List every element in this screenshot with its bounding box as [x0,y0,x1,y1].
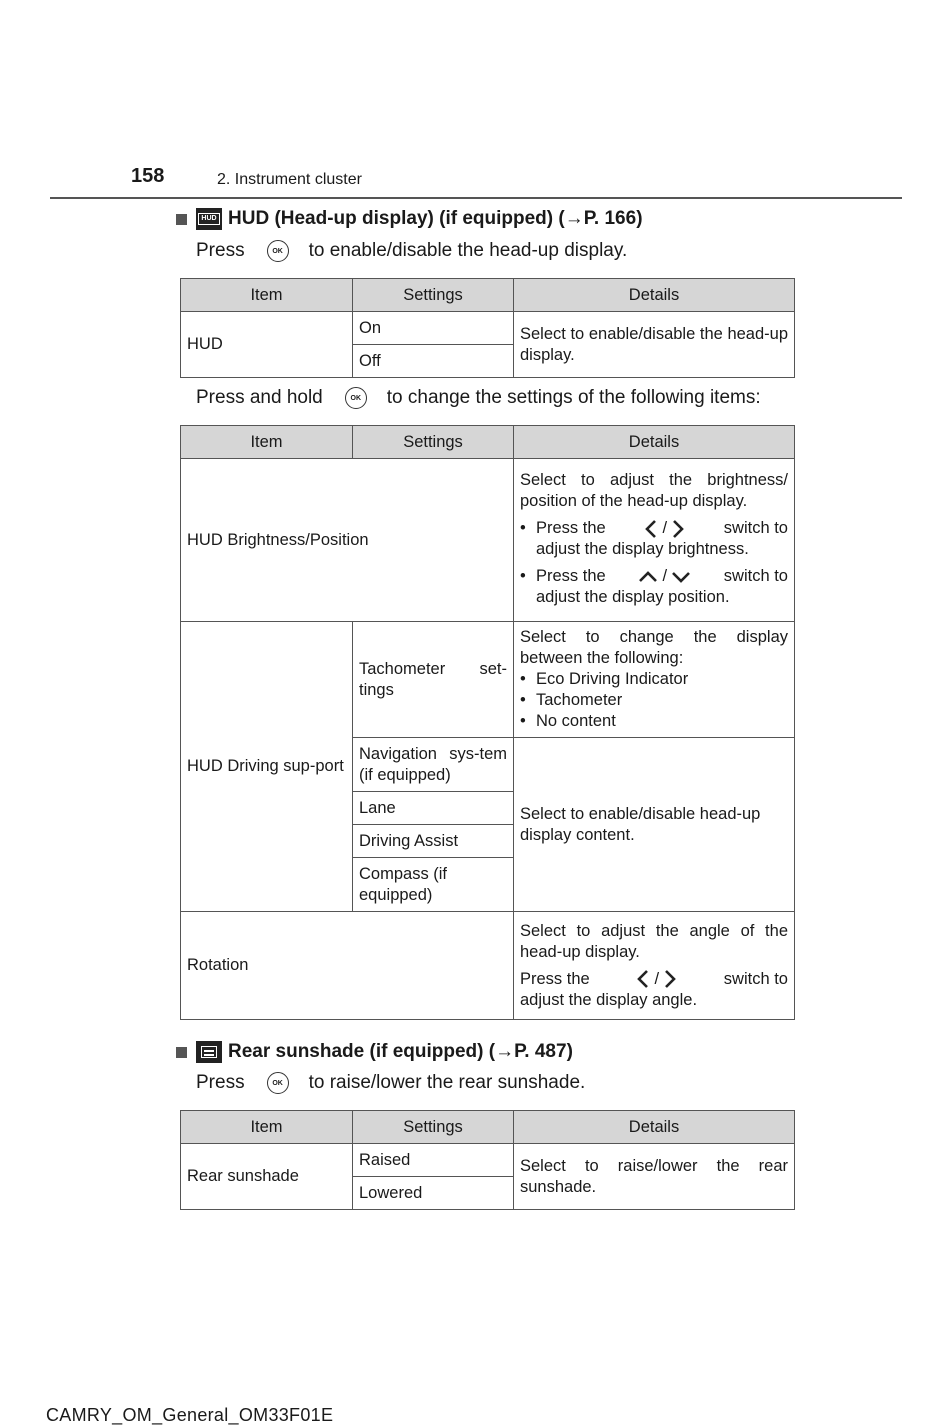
hud-section-title: HUD (Head-up display) (if equipped) (→P. 166) [228,208,643,229]
rotation-line2: adjust the display angle. [520,990,698,1009]
hud-icon [196,208,222,230]
table-row [181,622,795,738]
header-divider [50,197,902,199]
table-header-row [181,1111,795,1144]
square-bullet-icon [176,1047,187,1058]
setting-cell: Lane [353,792,514,825]
setting-cell: On [353,312,514,345]
slash: / [654,969,660,988]
hold-instruction [196,387,761,409]
slash: / [662,567,668,585]
setting-cell: Compass (if equipped) [353,858,514,912]
sunshade-section-title: Rear sunshade (if equipped) (→P. 487) [228,1041,573,1062]
brightness-intro: Select to adjust the brightness/ position of the head-up display. [520,471,788,510]
setting-cell: Off [353,345,514,378]
tach-options-list [520,669,788,732]
list-item [520,518,788,560]
table-row [181,459,795,622]
rotation-intro: Select to adjust the angle of the head-up display. [520,921,788,961]
press-word: Press [196,240,245,261]
table-header-row [181,279,795,312]
header-details: Details [514,426,795,459]
table-row [181,1144,795,1177]
chevron-right-icon [671,519,685,539]
press-hold-word: Press and hold [196,387,323,408]
bullet: • [520,519,526,537]
bullet-line2: adjust the display position. [536,588,730,606]
ok-button-icon: OK [345,387,367,409]
setting-cell: Navigation sys-tem (if equipped) [353,738,514,792]
list-item [520,566,788,608]
list-item [520,690,788,711]
slash: / [662,519,668,537]
bullet: • [520,691,526,709]
press-the-text: Press the [536,519,606,537]
instruction-text: to enable/disable the head-up display. [308,240,628,261]
item-cell: HUD [181,312,353,378]
tach-intro: Select to change the display between the following: [520,628,788,667]
up-down-arrows [638,566,691,587]
rotation-press-line [520,969,788,990]
press-the-text: Press the [520,969,590,988]
option-text: Eco Driving Indicator [536,670,689,688]
header-item: Item [181,1111,353,1144]
details-cell [514,912,795,1020]
ok-button-icon: OK [267,1072,289,1094]
chapter-title: 2. Instrument cluster [217,171,362,188]
switch-to-text: switch to [723,567,788,585]
sunshade-section-heading [176,1041,573,1063]
bullet: • [520,670,526,688]
left-right-arrows [644,518,685,539]
item-cell: HUD Driving sup-port [181,622,353,912]
item-cell: HUD Brightness/Position [181,459,514,622]
details-cell: Select to raise/lower the rear sunshade. [514,1144,795,1210]
header-settings: Settings [353,279,514,312]
bullet: • [520,712,526,730]
chevron-up-icon [638,570,658,584]
hud-icon-label: HUD [198,213,219,225]
header-item: Item [181,426,353,459]
option-text: No content [536,712,616,730]
square-bullet-icon [176,214,187,225]
header-settings: Settings [353,1111,514,1144]
sunshade-table [180,1110,795,1210]
table-row [181,912,795,1020]
setting-cell: Tachometer set-tings [353,622,514,738]
chevron-left-icon [636,969,650,989]
hud-section-heading [176,208,643,230]
hud-instruction [196,240,627,262]
bullet-line2: adjust the display brightness. [536,540,749,558]
header-details: Details [514,279,795,312]
document-id: CAMRY_OM_General_OM33F01E [46,1405,334,1425]
table-header-row [181,426,795,459]
switch-to-text: switch to [723,969,788,988]
header-settings: Settings [353,426,514,459]
setting-cell: Lowered [353,1177,514,1210]
details-cell [514,459,795,622]
details-cell: Select to enable/disable head-up display content. [514,738,795,912]
hud-table [180,278,795,378]
item-cell: Rotation [181,912,514,1020]
list-item [520,669,788,690]
header-details: Details [514,1111,795,1144]
hud-settings-table [180,425,795,1020]
bullet: • [520,567,526,585]
page-number: 158 [131,165,165,187]
sunshade-instruction [196,1072,585,1094]
chevron-right-icon [663,969,677,989]
list-item [520,711,788,732]
press-the-text: Press the [536,567,606,585]
ok-button-icon: OK [267,240,289,262]
details-cell: Select to enable/disable the head-up display. [514,312,795,378]
setting-cell: Raised [353,1144,514,1177]
item-cell: Rear sunshade [181,1144,353,1210]
table-row [181,312,795,345]
left-right-arrows [636,969,677,990]
switch-to-text: switch to [723,519,788,537]
option-text: Tachometer [536,691,623,709]
sunshade-icon [196,1041,222,1063]
chevron-left-icon [644,519,658,539]
details-cell [514,622,795,738]
header-item: Item [181,279,353,312]
press-word: Press [196,1072,245,1093]
chevron-down-icon [671,570,691,584]
setting-cell: Driving Assist [353,825,514,858]
instruction-text: to change the settings of the following items: [386,387,761,408]
instruction-text: to raise/lower the rear sunshade. [308,1072,586,1093]
sunshade-glyph-icon [201,1046,217,1058]
